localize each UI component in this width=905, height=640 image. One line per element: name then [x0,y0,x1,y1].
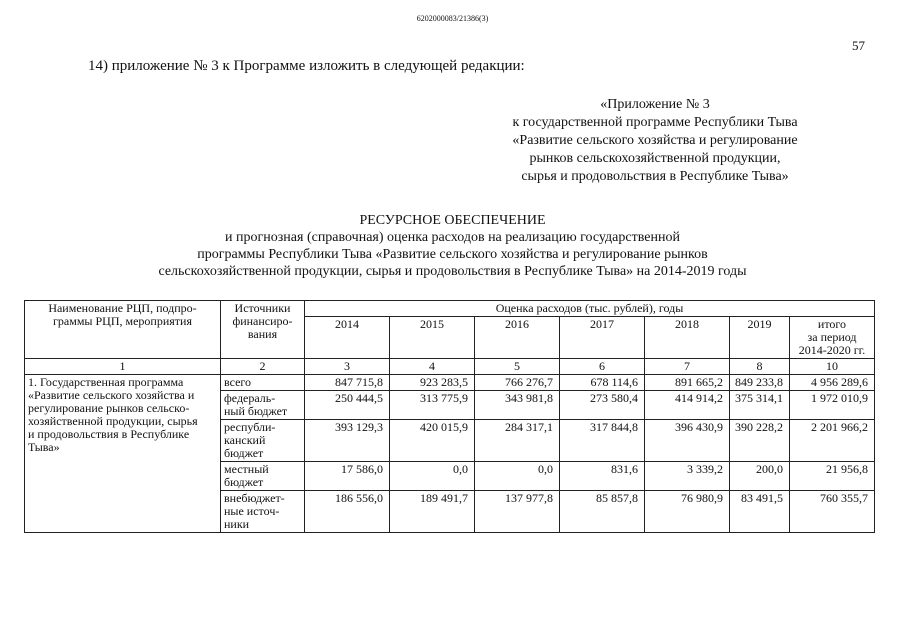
value-cell: 250 444,5 [305,391,390,420]
appendix-header [445,96,865,186]
value-cell: 0,0 [475,462,560,491]
header-row [25,301,875,317]
title-line: программы Республики Тыва «Развитие сельского хозяйства и регулирование рынков [197,247,708,262]
source-cell: местный бюджет [221,462,305,491]
resource-table [24,300,875,533]
value-cell: 1 972 010,9 [790,391,875,420]
header-source: Источники финансиро- вания [221,301,305,359]
program-name-cell: 1. Государственная программа «Развитие сельского хозяйства и регулирование рынков сельско- хозяйственной продукции, сырья и продовольствия в Республике Тыва» [25,375,221,533]
appendix-line: рынков сельскохозяйственной продукции, [529,151,781,166]
source-cell: внебюджет- ные источ- ники [221,491,305,533]
value-cell: 3 339,2 [645,462,730,491]
appendix-line: к государственной программе Республики Тыва [512,115,798,130]
value-cell: 189 491,7 [390,491,475,533]
value-cell: 83 491,5 [730,491,790,533]
col-number: 6 [560,359,645,375]
col-number: 2 [221,359,305,375]
value-cell: 891 665,2 [645,375,730,391]
value-cell: 284 317,1 [475,420,560,462]
value-cell: 375 314,1 [730,391,790,420]
title-line: и прогнозная (справочная) оценка расходов на реализацию государственной [225,230,680,245]
header-name: Наименование РЦП, подпро- граммы РЦП, мероприятия [25,301,221,359]
value-cell: 396 430,9 [645,420,730,462]
value-cell: 414 914,2 [645,391,730,420]
value-cell: 847 715,8 [305,375,390,391]
source-cell: федераль- ный бюджет [221,391,305,420]
value-cell: 766 276,7 [475,375,560,391]
intro-paragraph: 14) приложение № 3 к Программе изложить в следующей редакции: [88,58,525,74]
table-title [0,212,905,280]
value-cell: 317 844,8 [560,420,645,462]
year-cell: 2019 [730,317,790,359]
col-number: 10 [790,359,875,375]
year-cell: 2015 [390,317,475,359]
header-estimate: Оценка расходов (тыс. рублей), годы [305,301,875,317]
value-cell: 343 981,8 [475,391,560,420]
value-cell: 21 956,8 [790,462,875,491]
value-cell: 0,0 [390,462,475,491]
value-cell: 2 201 966,2 [790,420,875,462]
value-cell: 849 233,8 [730,375,790,391]
year-cell: 2014 [305,317,390,359]
col-number: 1 [25,359,221,375]
col-number: 8 [730,359,790,375]
value-cell: 393 129,3 [305,420,390,462]
value-cell: 313 775,9 [390,391,475,420]
col-number: 5 [475,359,560,375]
source-cell: всего [221,375,305,391]
title-line: РЕСУРСНОЕ ОБЕСПЕЧЕНИЕ [359,213,546,228]
source-cell: республи- канский бюджет [221,420,305,462]
value-cell: 200,0 [730,462,790,491]
value-cell: 390 228,2 [730,420,790,462]
title-line: сельскохозяйственной продукции, сырья и продовольствия в Республике Тыва» на 2014-2019 годы [158,264,747,279]
value-cell: 831,6 [560,462,645,491]
page-number: 57 [852,38,865,53]
appendix-line: «Развитие сельского хозяйства и регулирование [512,133,798,148]
value-cell: 923 283,5 [390,375,475,391]
table-row [25,375,875,391]
appendix-line: «Приложение № 3 [600,97,710,112]
col-number: 7 [645,359,730,375]
col-number: 3 [305,359,390,375]
year-cell: 2018 [645,317,730,359]
column-number-row [25,359,875,375]
total-period-cell: итого за период 2014-2020 гг. [790,317,875,359]
col-number: 4 [390,359,475,375]
value-cell: 17 586,0 [305,462,390,491]
value-cell: 678 114,6 [560,375,645,391]
value-cell: 420 015,9 [390,420,475,462]
value-cell: 76 980,9 [645,491,730,533]
value-cell: 760 355,7 [790,491,875,533]
value-cell: 273 580,4 [560,391,645,420]
value-cell: 186 556,0 [305,491,390,533]
value-cell: 4 956 289,6 [790,375,875,391]
value-cell: 137 977,8 [475,491,560,533]
year-cell: 2017 [560,317,645,359]
document-code: 6202000083/21386(3) [416,14,489,23]
year-cell: 2016 [475,317,560,359]
value-cell: 85 857,8 [560,491,645,533]
appendix-line: сырья и продовольствия в Республике Тыва» [521,169,789,184]
